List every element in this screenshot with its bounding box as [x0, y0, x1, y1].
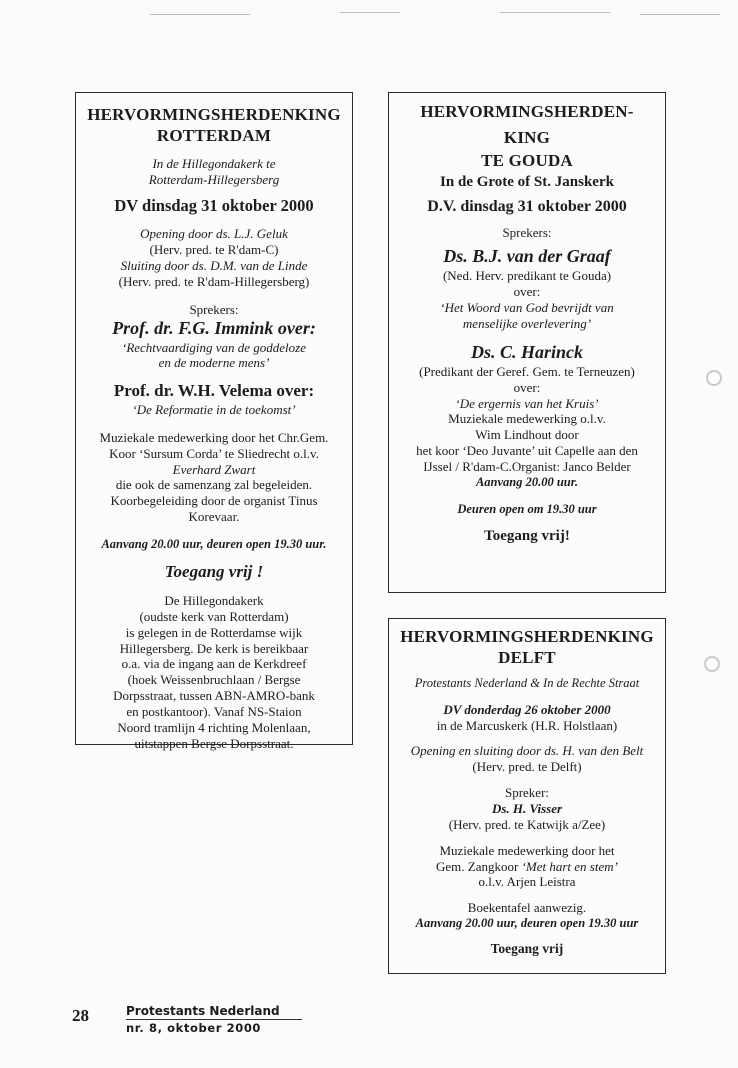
- delft-speaker-role: (Herv. pred. te Katwijk a/Zee): [448, 816, 606, 832]
- binder-hole-bottom: [704, 656, 720, 672]
- rotterdam-info-9: Noord tramlijn 4 richting Molenlaan,: [117, 719, 311, 735]
- gouda-topic-1b: menselijke overlevering’: [462, 316, 592, 331]
- gouda-music-4: IJssel / R'dam-C.Organist: Janco Belder: [423, 458, 631, 474]
- delft-speaker-label: Spreker:: [504, 785, 550, 801]
- gouda-title-3: TE GOUDA: [481, 151, 573, 170]
- delft-opening-2: (Herv. pred. te Delft): [472, 759, 582, 775]
- rotterdam-topic-1b: en de moderne mens’: [158, 355, 270, 371]
- gouda-doors: Deuren open om 19.30 uur: [457, 502, 597, 517]
- rotterdam-start: Aanvang 20.00 uur, deuren open 19.30 uur.: [101, 537, 327, 552]
- rotterdam-topic-2: ‘De Reformatie in de toekomst’: [132, 402, 296, 418]
- rotterdam-speaker-2: Prof. dr. W.H. Velema over:: [113, 381, 315, 401]
- rotterdam-speakers-label: Sprekers:: [189, 301, 239, 317]
- rotterdam-closing-1: Sluiting door ds. D.M. van de Linde: [120, 258, 308, 274]
- rotterdam-location-2: Rotterdam-Hillegersberg: [148, 172, 280, 188]
- rotterdam-opening-1: Opening door ds. L.J. Geluk: [140, 226, 288, 242]
- rotterdam-music-1: Muziekale medewerking door het Chr.Gem.: [99, 429, 329, 445]
- rotterdam-info-7: Dorpsstraat, tussen ABN-AMRO-bank: [113, 688, 315, 704]
- footer-publication: Protestants Nederland: [126, 1004, 280, 1018]
- delft-opening-1: Opening en sluiting door ds. H. van den Belt: [410, 743, 644, 759]
- rotterdam-title-1: HERVORMINGSHERDENKING: [87, 105, 341, 124]
- delft-books: Boekentafel aanwezig.: [467, 900, 587, 916]
- delft-speaker: Ds. H. Visser: [491, 801, 563, 817]
- gouda-speaker-2-role: (Predikant der Geref. Gem. te Terneuzen): [419, 363, 635, 379]
- scan-line-top-far: [640, 14, 720, 15]
- rotterdam-topic-1a: ‘Rechtvaardiging van de goddeloze: [122, 339, 306, 355]
- rotterdam-info-5: o.a. via de ingang aan de Kerkdreef: [121, 656, 307, 672]
- gouda-over-1: over:: [513, 284, 541, 300]
- rotterdam-info-10: uitstappen Bergse Dorpsstraat.: [134, 735, 294, 751]
- delft-choir-motto: ‘Met hart en stem’: [521, 858, 618, 874]
- gouda-title-1: HERVORMINGSHERDEN-: [420, 102, 634, 121]
- binder-hole-top: [706, 370, 722, 386]
- gouda-entry: Toegang vrij!: [484, 528, 570, 545]
- delft-date: DV donderdag 26 oktober 2000: [443, 701, 611, 717]
- scan-line-top-left: [150, 14, 250, 15]
- gouda-date: D.V. dinsdag 31 oktober 2000: [427, 198, 627, 216]
- rotterdam-music-2: Koor ‘Sursum Corda’ te Sliedrecht o.l.v.: [109, 445, 319, 461]
- gouda-topic-2: ‘De ergernis van het Kruis’: [455, 395, 599, 411]
- rotterdam-closing-2: (Herv. pred. te R'dam-Hillegersberg): [118, 273, 310, 289]
- page-number: 28: [72, 1006, 89, 1025]
- rotterdam-info-6: (hoek Weissenbruchlaan / Bergse: [127, 672, 301, 688]
- delft-music-2-line: [395, 859, 659, 875]
- gouda-speaker-2: Ds. C. Harinck: [470, 341, 584, 362]
- delft-location: in de Marcuskerk (H.R. Holstlaan): [436, 717, 618, 733]
- delft-entry: Toegang vrij: [490, 941, 564, 957]
- rotterdam-info-4: Hillegersberg. De kerk is bereikbaar: [119, 640, 309, 656]
- gouda-speaker-1-role: (Ned. Herv. predikant te Gouda): [442, 268, 612, 284]
- gouda-music-3: het koor ‘Deo Juvante’ uit Capelle aan den: [416, 443, 638, 459]
- delft-org: Protestants Nederland & In de Rechte Straat: [414, 676, 640, 691]
- rotterdam-info-1: De Hillegondakerk: [164, 593, 264, 609]
- rotterdam-info-2: (oudste kerk van Rotterdam): [139, 608, 289, 624]
- event-box-delft: [388, 618, 666, 974]
- delft-music-3: o.l.v. Arjen Leistra: [478, 874, 576, 890]
- rotterdam-music-4: die ook de samenzang zal begeleiden.: [115, 477, 313, 493]
- rotterdam-info-3: is gelegen in de Rotterdamse wijk: [125, 624, 303, 640]
- event-box-rotterdam: [75, 92, 353, 751]
- rotterdam-date: DV dinsdag 31 oktober 2000: [114, 196, 314, 216]
- gouda-location: In de Grote of St. Janskerk: [440, 174, 614, 191]
- event-box-gouda: [388, 92, 666, 593]
- rotterdam-info-8: en postkantoor). Vanaf NS-Staion: [126, 704, 302, 720]
- gouda-music-1: Muziekale medewerking o.l.v.: [448, 411, 606, 427]
- rotterdam-music-3: Everhard Zwart: [172, 461, 256, 477]
- delft-start: Aanvang 20.00 uur, deuren open 19.30 uur: [415, 916, 639, 931]
- rotterdam-location-1: In de Hillegondakerk te: [152, 156, 276, 172]
- scan-line-top-right: [500, 12, 610, 13]
- scan-line-top-mid: [340, 12, 400, 13]
- gouda-speakers-label: Sprekers:: [502, 224, 552, 240]
- delft-title-2: DELFT: [498, 647, 556, 667]
- rotterdam-title-2: ROTTERDAM: [156, 125, 272, 145]
- rotterdam-speaker-1: Prof. dr. F.G. Immink over:: [112, 317, 316, 338]
- rotterdam-opening-2: (Herv. pred. te R'dam-C): [149, 242, 279, 258]
- rotterdam-music-6: Korevaar.: [188, 509, 240, 525]
- delft-music-1: Muziekale medewerking door het: [439, 842, 615, 858]
- gouda-title-2: KING: [503, 127, 551, 147]
- footer-issue: nr. 8, oktober 2000: [126, 1021, 262, 1035]
- gouda-speaker-1: Ds. B.J. van der Graaf: [443, 246, 611, 267]
- rotterdam-entry: Toegang vrij !: [164, 562, 264, 582]
- gouda-start: Aanvang 20.00 uur.: [475, 474, 579, 489]
- rotterdam-music-5: Koorbegeleiding door de organist Tinus: [110, 493, 318, 509]
- gouda-topic-1a: ‘Het Woord van God bevrijdt van: [440, 300, 614, 316]
- gouda-over-2: over:: [513, 379, 541, 395]
- gouda-music-2: Wim Lindhout door: [475, 427, 579, 443]
- footer-rule: [126, 1019, 302, 1020]
- delft-title-1: HERVORMINGSHERDENKING: [400, 627, 654, 646]
- delft-music-2: Gem. Zangkoor: [436, 858, 519, 874]
